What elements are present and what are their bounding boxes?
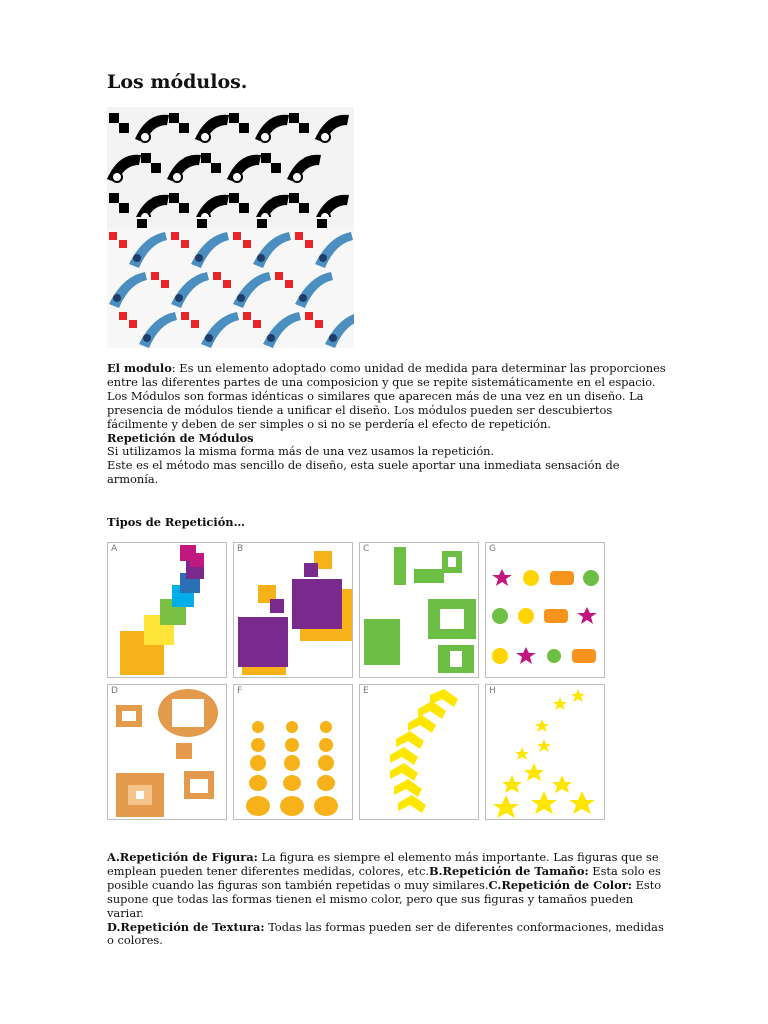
tile-label: A bbox=[111, 544, 118, 554]
tile-g bbox=[485, 542, 605, 678]
tile-label: B bbox=[237, 544, 244, 554]
intro-text: : Es un elemento adoptado como unidad de medida para determinar las proporciones entre las diferentes partes de una composicion y que se repite sistemáticamente en el espacio. Los Módulos son formas idénticas o similares que aparecen más de una vez en un diseño. La presencia de módulos tiende a unificar el diseño. Los módulos pueden ser descubiertos fácilmente y deben de ser simples o si no se perdería el efecto de repetición. bbox=[107, 361, 666, 431]
tile-label: D bbox=[111, 686, 118, 696]
type-b-bold: B.Repetición de Tamaño: bbox=[428, 863, 589, 878]
type-b-text: Esta solo es posible cuando las figuras son también repetidas o muy similares. bbox=[107, 863, 661, 892]
tile-d bbox=[107, 684, 227, 820]
tile-label: E bbox=[363, 686, 369, 696]
tile-label: G bbox=[489, 544, 496, 554]
type-c-bold: C.Repetición de Color: bbox=[488, 877, 632, 892]
tipos-heading: Tipos de Repetición… bbox=[107, 515, 245, 529]
tile-h bbox=[485, 684, 605, 820]
module-pattern-bw bbox=[107, 107, 354, 228]
type-d-bold: D.Repetición de Textura: bbox=[107, 919, 265, 934]
tile-c bbox=[359, 542, 479, 678]
type-a-bold: A.Repetición de Figura: bbox=[107, 850, 258, 864]
tile-e bbox=[359, 684, 479, 820]
intro-bold: El modulo bbox=[107, 361, 172, 375]
tile-a bbox=[107, 542, 227, 678]
types-description bbox=[107, 851, 667, 948]
page-title: Los módulos. bbox=[107, 71, 248, 93]
repetition-types-grid bbox=[107, 542, 605, 824]
tile-label: H bbox=[489, 686, 496, 696]
intro-paragraph bbox=[107, 362, 667, 487]
type-d-text: Todas las formas pueden ser de diferentes conformaciones, medidas o colores. bbox=[107, 919, 664, 948]
type-a-text: La figura es siempre el elemento más importante. Las figuras que se emplean pueden tener diferentes medidas, colores, etc. bbox=[107, 850, 659, 878]
tile-label: C bbox=[363, 544, 370, 554]
repeticion-line1: Si utilizamos la misma forma más de una vez usamos la repetición. bbox=[107, 444, 495, 459]
module-pattern-color bbox=[107, 228, 354, 348]
repeticion-line2: Este es el método mas sencillo de diseño, esta suele aportar una inmediata sensación de armonía. bbox=[107, 458, 620, 487]
tile-f bbox=[233, 684, 353, 820]
tile-b bbox=[233, 542, 353, 678]
tile-label: F bbox=[237, 686, 243, 696]
repeticion-heading: Repetición de Módulos bbox=[107, 430, 254, 445]
type-c-text: Esto supone que todas las formas tienen el mismo color, pero que sus figuras y tamaños pueden variar. bbox=[107, 877, 662, 920]
